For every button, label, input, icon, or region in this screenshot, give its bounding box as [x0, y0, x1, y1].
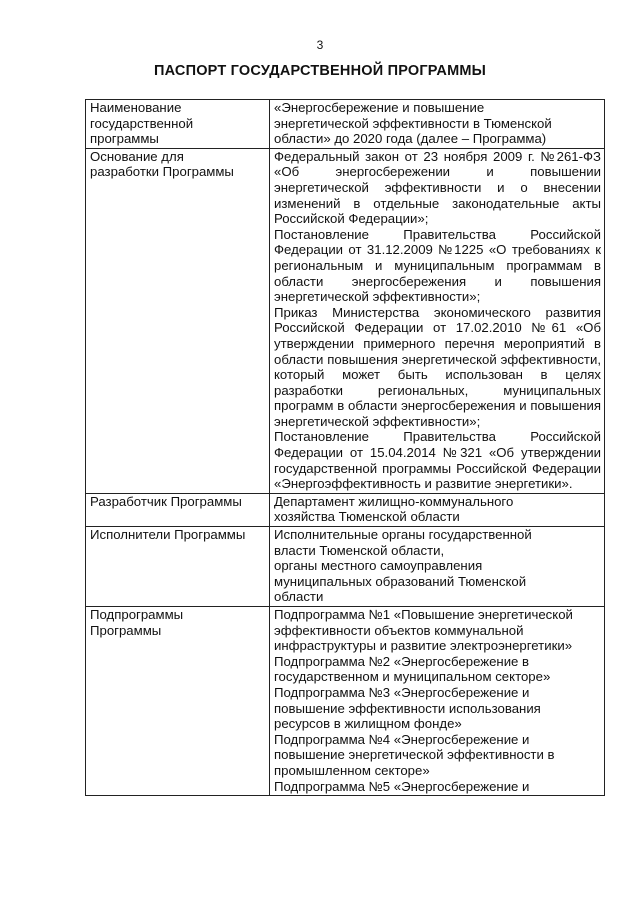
table-row [86, 493, 605, 526]
value-paragraph: Подпрограмма №5 «Энергосбережение и [274, 778, 530, 794]
row-label-text: Основание для разработки Программы [90, 148, 234, 180]
row-label [86, 527, 270, 607]
row-label [86, 493, 270, 526]
value-paragraph: Департамент жилищно-коммунального хозяйства Тюменской области [274, 493, 514, 525]
value-paragraph: Подпрограмма №3 «Энергосбережение и повышение эффективности использования ресурсов в жилищном фонде» [274, 684, 541, 732]
page-title: ПАСПОРТ ГОСУДАРСТВЕННОЙ ПРОГРАММЫ [153, 63, 487, 79]
row-value [270, 148, 605, 493]
row-label-text: Разработчик Программы [90, 493, 242, 509]
row-value [270, 100, 605, 149]
row-label-text: Подпрограммы Программы [90, 607, 184, 638]
value-paragraph: Федеральный закон от 23 ноября 2009 г. №261-ФЗ «Об энергосбережении и повышении энергетической эффективности и о внесении изменений в отдельные законодательные акты Российской Федерации»; [274, 148, 601, 227]
value-paragraph: Подпрограмма №2 «Энергосбережение в государственном и муниципальном секторе» [274, 653, 551, 685]
row-value [270, 607, 605, 796]
value-paragraph: Подпрограмма №4 «Энергосбережение и повышение энергетической эффективности в промышленном секторе» [274, 731, 555, 778]
value-paragraph: Подпрограмма №1 «Повышение энергетической эффективности объектов коммунальной инфраструктуры и развитие электроэнергетики» [274, 607, 573, 654]
row-label-text: Наименование государственной программы [90, 100, 194, 147]
table-row [86, 607, 605, 796]
row-label [86, 607, 270, 796]
passport-table [85, 99, 605, 796]
table-row [86, 148, 605, 493]
row-label-text: Исполнители Программы [90, 527, 246, 543]
row-value [270, 493, 605, 526]
row-label [86, 100, 270, 149]
page-number: 3 [316, 38, 324, 52]
table-row [86, 527, 605, 607]
table-row [86, 100, 605, 149]
value-paragraph: Приказ Министерства экономического развития Российской Федерации от 17.02.2010 №61 «Об утверждении примерного перечня мероприятий в области повышения энергетической эффективности, который может быть использован в целях разработки региональных, муниципальных программ в области энергосбережения и повышения энергетической эффективности»; [274, 304, 601, 429]
value-paragraph: Постановление Правительства Российской Федерации от 15.04.2014 №321 «Об утверждении государственной программы Российской Федерации «Энергоэффективность и развитие энергетики». [274, 429, 601, 492]
value-paragraph: «Энергосбережение и повышение энергетической эффективности в Тюменской области» до 2020 года (далее – Программа) [274, 100, 552, 147]
row-value [270, 527, 605, 607]
value-paragraph: Исполнительные органы государственной власти Тюменской области, органы местного самоуправления муниципальных образований Тюменской области [274, 527, 532, 605]
row-label [86, 148, 270, 493]
value-paragraph: Постановление Правительства Российской Федерации от 31.12.2009 №1225 «О требованиях к региональным и муниципальным программам в области энергосбережения и повышения энергетической эффективности»; [274, 226, 601, 305]
